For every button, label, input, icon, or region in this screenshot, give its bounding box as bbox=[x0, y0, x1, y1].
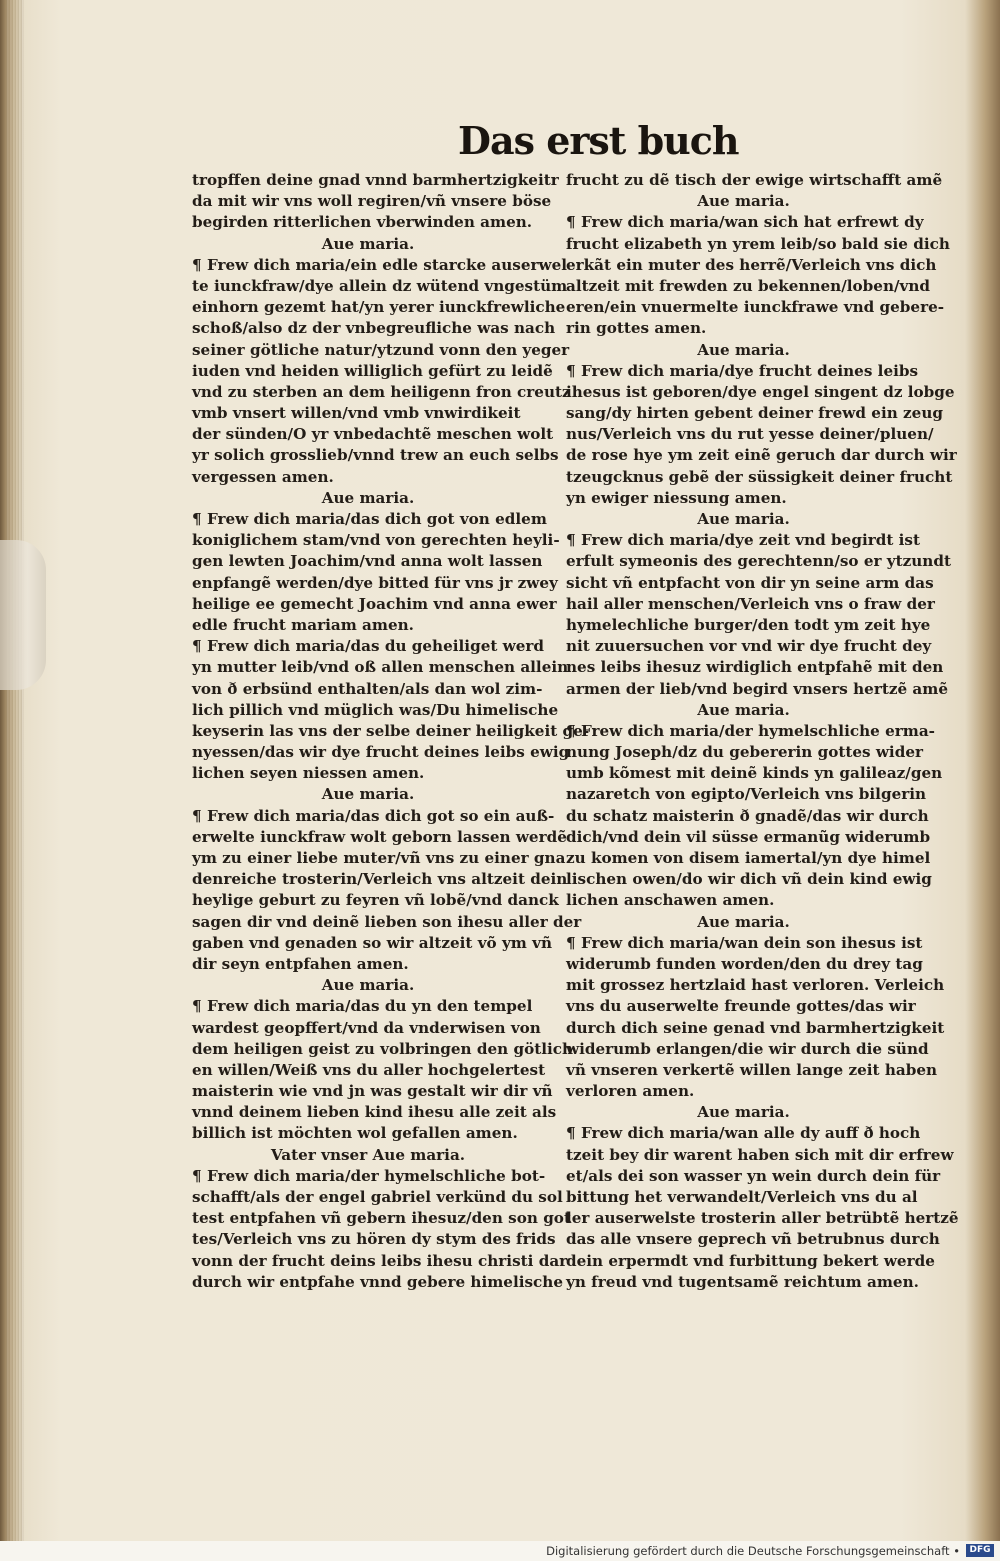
text-line: ¶ Frew dich maria/wan alle dy auff ð hoch bbox=[566, 1124, 921, 1143]
text-line: umb kõmest mit deinẽ kinds yn galileaz/gen bbox=[566, 764, 943, 783]
text-line: edle frucht mariam amen. bbox=[192, 615, 414, 634]
text-line: maisterin wie vnd jn was gestalt wir dir vñ bbox=[192, 1082, 553, 1101]
text-line: lich pillich vnd müglich was/Du himelische bbox=[192, 700, 559, 719]
text-line: lichen seyen niessen amen. bbox=[192, 764, 425, 783]
section-heading: Aue maria. bbox=[321, 785, 415, 804]
text-line: nit zuuersuchen vor vnd wir dye frucht dey bbox=[566, 637, 932, 656]
text-line: nes leibs ihesuz wirdiglich entpfahẽ mit den bbox=[566, 658, 944, 677]
text-line: ¶ Frew dich maria/wan sich hat erfrewt dy bbox=[566, 213, 924, 232]
section-heading: Aue maria. bbox=[697, 192, 790, 211]
section-heading: Vater vnser Aue maria. bbox=[270, 1145, 466, 1164]
text-line: yn ewiger niessung amen. bbox=[566, 488, 787, 507]
text-line: iuden vnd heiden williglich gefürt zu leidẽ bbox=[192, 361, 553, 380]
section-heading: Aue maria. bbox=[697, 1103, 790, 1122]
text-line: vns du auserwelte freunde gottes/das wir bbox=[566, 997, 916, 1016]
text-line: tropffen deine gnad vnnd barmhertzigkeitr bbox=[192, 171, 559, 189]
text-line: frucht zu dẽ tisch der ewige wirtschafft amẽ bbox=[566, 171, 943, 189]
text-line: du schatz maisterin ð gnadẽ/das wir durch bbox=[566, 806, 929, 825]
text-line: billich ist möchten wol gefallen amen. bbox=[192, 1124, 518, 1143]
text-line: wardest geopffert/vnd da vnderwisen von bbox=[192, 1018, 541, 1037]
text-line: ¶ Frew dich maria/der hymelschliche erma- bbox=[566, 721, 935, 740]
text-line: nyessen/das wir dye frucht deines leibs ewig bbox=[192, 743, 570, 762]
text-line: ¶ Frew dich maria/das du yn den tempel bbox=[192, 997, 533, 1016]
text-line: ¶ Frew dich maria/der hymelschliche bot- bbox=[192, 1166, 546, 1185]
text-line: zu komen von disem iamertal/yn dye himel bbox=[566, 849, 931, 867]
text-line: frucht elizabeth yn yrem leib/so bald sie dich bbox=[566, 234, 950, 253]
text-column-left bbox=[192, 170, 590, 1293]
text-line: sagen dir vnd deinẽ lieben son ihesu aller der bbox=[192, 912, 582, 931]
text-line: ler auserwelste trosterin aller betrübtẽ hertzẽ bbox=[566, 1209, 959, 1228]
text-line: schafft/als der engel gabriel verkünd du sol bbox=[192, 1188, 563, 1206]
text-column-right bbox=[566, 170, 959, 1293]
text-line: schoß/also dz der vnbegreufliche was nach bbox=[192, 319, 556, 338]
text-line: seiner götliche natur/ytzund vonn den yeger bbox=[192, 340, 570, 359]
text-line: nazaretch von egipto/Verleich vns bilgerin bbox=[566, 785, 927, 804]
text-line: da mit wir vns woll regiren/vñ vnsere böse bbox=[192, 192, 552, 211]
text-line: ¶ Frew dich maria/wan dein son ihesus ist bbox=[566, 933, 923, 952]
footer-credit: Digitalisierung gefördert durch die Deutsche Forschungsgemeinschaft • bbox=[546, 1544, 960, 1558]
bookmark-ribbon bbox=[0, 540, 46, 690]
text-line: erfult symeonis des gerechtenn/so er ytzundt bbox=[566, 552, 951, 571]
text-line: tzeit bey dir warent haben sich mit dir erfrew bbox=[566, 1145, 954, 1164]
text-line: ¶ Frew dich maria/dye zeit vnd begirdt ist bbox=[566, 531, 920, 550]
text-line: yn freud vnd tugentsamẽ reichtum amen. bbox=[566, 1272, 919, 1291]
text-line: ¶ Frew dich maria/ein edle starcke auserwel bbox=[192, 255, 568, 274]
text-line: gen lewten Joachim/vnd anna wolt lassen bbox=[192, 552, 543, 571]
text-line: dir seyn entpfahen amen. bbox=[192, 954, 409, 973]
text-line: lischen owen/do wir dich vñ dein kind ewig bbox=[566, 870, 932, 889]
section-heading: Aue maria. bbox=[697, 700, 790, 719]
text-line: lichen anschawen amen. bbox=[566, 891, 775, 910]
text-line: erkãt ein muter des herrẽ/Verleich vns dich bbox=[566, 255, 937, 274]
page-edge-stack bbox=[6, 0, 24, 1561]
text-line: ¶ Frew dich maria/dye frucht deines leibs bbox=[566, 361, 919, 380]
section-heading: Aue maria. bbox=[321, 488, 415, 507]
text-line: der sünden/O yr vnbedachtẽ meschen wolt bbox=[192, 425, 554, 444]
text-line: yn mutter leib/vnd oß allen menschen allein bbox=[192, 658, 569, 677]
text-line: erwelte iunckfraw wolt geborn lassen werdẽ bbox=[192, 827, 567, 846]
text-line: widerumb funden worden/den du drey tag bbox=[566, 954, 923, 973]
text-line: heylige geburt zu feyren vñ lobẽ/vnd danck bbox=[192, 891, 559, 910]
text-line: et/als dei son wasser yn wein durch dein für bbox=[566, 1166, 941, 1185]
text-line: vergessen amen. bbox=[192, 467, 334, 486]
text-line: vnnd deinem lieben kind ihesu alle zeit als bbox=[192, 1103, 557, 1122]
section-heading: Aue maria. bbox=[697, 912, 790, 931]
text-line: te iunckfraw/dye allein dz wütend vngestüm bbox=[192, 276, 568, 295]
section-heading: Aue maria. bbox=[697, 510, 790, 528]
text-line: koniglichem stam/vnd von gerechten heyli- bbox=[192, 531, 560, 550]
text-line: vonn der frucht deins leibs ihesu christi dar bbox=[192, 1251, 568, 1270]
text-line: verloren amen. bbox=[566, 1082, 695, 1101]
text-line: sang/dy hirten gebent deiner frewd ein zeug bbox=[566, 404, 943, 423]
text-line: rin gottes amen. bbox=[566, 319, 707, 338]
text-line: ¶ Frew dich maria/das dich got von edlem bbox=[192, 510, 547, 528]
text-line: sicht vñ entpfacht von dir yn seine arm das bbox=[566, 573, 934, 592]
text-line: dein erpermdt vnd furbittung bekert werde bbox=[566, 1251, 935, 1270]
text-line: nus/Verleich vns du rut yesse deiner/pluen/ bbox=[566, 425, 934, 444]
text-line: bittung het verwandelt/Verleich vns du al bbox=[566, 1188, 918, 1206]
text-line: mit grossez hertzlaid hast verloren. Verleich bbox=[566, 976, 945, 995]
text-line: von ð erbsünd enthalten/als dan wol zim- bbox=[192, 679, 543, 698]
section-heading: Aue maria. bbox=[697, 340, 790, 359]
text-line: ym zu einer liebe muter/vñ vns zu einer gna bbox=[192, 849, 566, 867]
text-line: de rose hye ym zeit einẽ geruch dar durch wir bbox=[566, 446, 957, 465]
section-heading: Aue maria. bbox=[321, 234, 415, 253]
dfg-logo: DFG bbox=[966, 1544, 994, 1557]
text-line: vnd zu sterben an dem heiligenn fron creutz bbox=[192, 382, 571, 401]
text-line: dem heiligen geist zu volbringen den götlich bbox=[192, 1039, 574, 1058]
text-line: durch wir entpfahe vnnd gebere himelische bbox=[192, 1272, 563, 1291]
text-line: yr solich grosslieb/vnnd trew an euch selbs bbox=[192, 446, 559, 465]
text-line: widerumb erlangen/die wir durch die sünd bbox=[566, 1039, 929, 1058]
text-line: einhorn gezemt hat/yn yerer iunckfrewliche bbox=[192, 298, 566, 317]
text-line: enpfangẽ werden/dye bitted für vns jr zwey bbox=[192, 573, 558, 592]
text-line: ¶ Frew dich maria/das dich got so ein auß- bbox=[192, 806, 555, 825]
text-line: denreiche trosterin/Verleich vns altzeit dein bbox=[192, 870, 568, 889]
text-line: begirden ritterlichen vberwinden amen. bbox=[192, 213, 533, 232]
text-line: vñ vnseren verkertẽ willen lange zeit haben bbox=[566, 1060, 938, 1079]
text-line: das alle vnsere geprech vñ betrubnus durch bbox=[566, 1230, 940, 1249]
text-line: tes/Verleich vns zu hören dy stym des frids bbox=[192, 1230, 556, 1249]
text-line: eren/ein vnuermelte iunckfrawe vnd gebere- bbox=[566, 298, 945, 317]
text-line: altzeit mit frewden zu bekennen/loben/vnd bbox=[566, 276, 931, 295]
text-line: hymelechliche burger/den todt ym zeit hye bbox=[566, 615, 931, 634]
digitization-footer bbox=[0, 1541, 1000, 1561]
text-line: ¶ Frew dich maria/das du geheiliget werd bbox=[192, 637, 545, 656]
section-heading: Aue maria. bbox=[321, 976, 415, 995]
text-line: hail aller menschen/Verleich vns o fraw der bbox=[566, 594, 935, 613]
text-line: vmb vnsert willen/vnd vmb vnwirdikeit bbox=[192, 404, 521, 423]
text-line: nung Joseph/dz du gebererin gottes wider bbox=[566, 743, 923, 762]
text-line: ihesus ist geboren/dye engel singent dz lobge bbox=[566, 382, 955, 401]
text-line: test entpfahen vñ gebern ihesuz/den son got bbox=[192, 1209, 571, 1228]
text-line: tzeugcknus gebẽ der süssigkeit deiner frucht bbox=[566, 467, 953, 486]
text-line: durch dich seine genad vnd barmhertzigkeit bbox=[566, 1018, 945, 1037]
running-head: Das erst buch bbox=[458, 118, 739, 163]
text-line: keyserin las vns der selbe deiner heiligkeit ge- bbox=[192, 721, 590, 740]
text-line: gaben vnd genaden so wir altzeit võ ym vñ bbox=[192, 933, 552, 952]
text-line: armen der lieb/vnd begird vnsers hertzẽ amẽ bbox=[566, 679, 948, 698]
text-line: en willen/Weiß vns du aller hochgelertest bbox=[192, 1060, 546, 1079]
text-line: heilige ee gemecht Joachim vnd anna ewer bbox=[192, 594, 557, 613]
text-line: dich/vnd dein vil süsse ermanũg widerumb bbox=[566, 827, 931, 846]
